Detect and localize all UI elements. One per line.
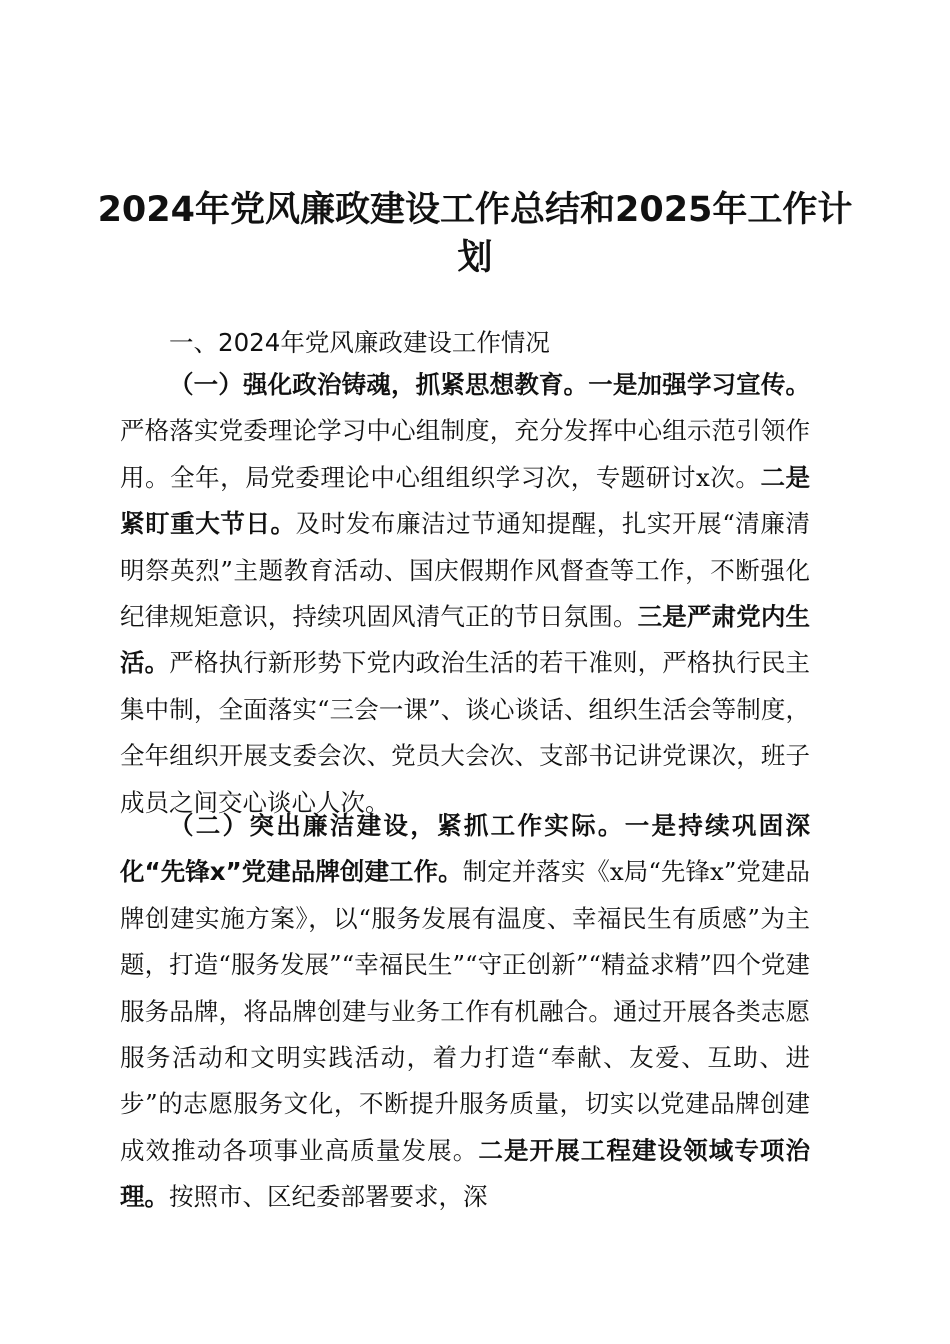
- paragraph-1-point-3-label: 三是严肃党内生活。: [120, 602, 810, 678]
- paragraph-1-point-1-label: 一是加强学习宣传。: [588, 370, 810, 399]
- paragraph-2-point-2-label: 二是开展工程建设领域专项治理。: [120, 1135, 811, 1212]
- paragraph-1-point-3-text: 严格执行新形势下党内政治生活的若干准则，严格执行民主集中制，全面落实“三会一课”、谈心谈话、组织生活会等制度，全年组织开展支委会次、党员大会次、支部书记讲党课次，班子成员之间交心谈心人次。: [120, 648, 810, 817]
- paragraph-2-point-2-text: 按照市、区纪委部署要求，深: [169, 1182, 488, 1212]
- paragraph-1-point-1-text: 严格落实党委理论学习中心组制度，充分发挥中心组示范引领作用。全年，局党委理论中心组组织学习次，专题研讨x次。: [120, 416, 810, 492]
- section-heading: 一、2024年党风廉政建设工作情况: [169, 328, 550, 357]
- paragraph-2-lead: （二）突出廉洁建设，紧抓工作实际。: [169, 811, 625, 840]
- paragraph-1-lead: （一）强化政治铸魂，抓紧思想教育。: [169, 370, 589, 399]
- paragraph-1: [120, 362, 810, 826]
- paragraph-1-point-2-text: 及时发布廉洁过节通知提醒，扎实开展“清廉清明祭英烈”主题教育活动、国庆假期作风督查等工作，不断强化纪律规矩意识，持续巩固风清气正的节日氛围。: [120, 509, 810, 632]
- paragraph-2-point-1-text: 制定并落实《x局“先锋x”党建品牌创建实施方案》，以“服务发展有温度、幸福民生有质感”为主题，打造“服务发展”“幸福民生”“守正创新”“精益求精”四个党建服务品牌，将品牌创建与业务工作有机融合。通过开展各类志愿服务活动和文明实践活动，着力打造“奉献、友爱、互助、进步”的志愿服务文化，不断提升服务质量，切实以党建品牌创建成效推动各项事业高质量发展。: [120, 857, 810, 1165]
- paragraph-2: [120, 803, 810, 1221]
- paragraph-1-point-2-label: 二是紧盯重大节日。: [120, 462, 810, 539]
- paragraph-2-point-1-label: 一是持续巩固深化“先锋x”党建品牌创建工作。: [120, 811, 811, 887]
- document-title: 2024年党风廉政建设工作总结和2025年工作计划: [97, 190, 853, 278]
